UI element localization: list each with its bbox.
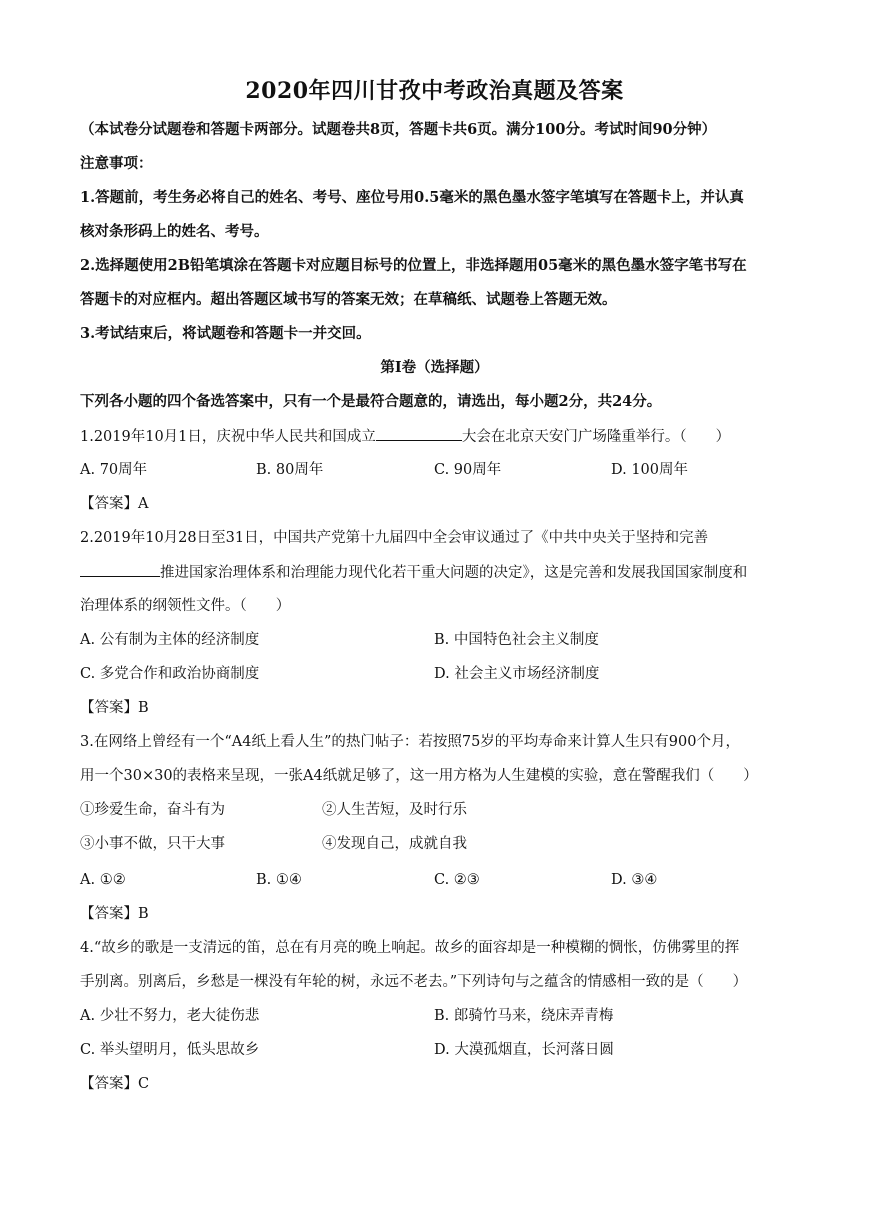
option-a: A. 70周年 bbox=[80, 462, 148, 478]
answer-blank bbox=[376, 426, 462, 441]
option-b: B. 郎骑竹马来，绕床弄青梅 bbox=[434, 1008, 614, 1024]
question-3-stem-line2: 用一个30×30的表格来呈现，一张A4纸就足够了，这一用方格为人生建模的实验，意在警醒我们（ ） bbox=[80, 768, 758, 784]
option-c: C. 举头望明月，低头思故乡 bbox=[80, 1042, 260, 1058]
notice-line: 3.考试结束后，将试题卷和答题卡一并交回。 bbox=[80, 325, 371, 342]
question-2-stem-line2 bbox=[80, 562, 800, 583]
answer-key: 【答案】B bbox=[80, 906, 149, 922]
option-a: A. ①② bbox=[80, 872, 126, 888]
question-2-stem-line3: 治理体系的纲领性文件。（ ） bbox=[80, 598, 291, 614]
section-title: 第Ⅰ卷（选择题） bbox=[380, 359, 489, 376]
question-4-stem-line2: 手别离。别离后，乡愁是一棵没有年轮的树，永远不老去。”下列诗句与之蕴含的情感相一致的是（ ） bbox=[80, 974, 748, 990]
answer-key: 【答案】B bbox=[80, 700, 149, 716]
option-d: D. 大漠孤烟直，长河落日圆 bbox=[434, 1042, 614, 1058]
notice-line: 核对条形码上的姓名、考号。 bbox=[80, 223, 269, 240]
notice-line: 1.答题前，考生务必将自己的姓名、考号、座位号用0.5毫米的黑色墨水签字笔填写在答题卡上，并认真 bbox=[80, 189, 744, 206]
notice-line: 2.选择题使用2B铅笔填涂在答题卡对应题目标号的位置上，非选择题用05毫米的黑色墨水签字笔书写在 bbox=[80, 257, 747, 274]
section-instruction: 下列各小题的四个备选答案中，只有一个是最符合题意的，请选出，每小题2分，共24分。 bbox=[80, 393, 662, 410]
option-d: D. 社会主义市场经济制度 bbox=[434, 666, 600, 682]
option-b: B. 80周年 bbox=[256, 462, 324, 478]
question-4-stem: 4.“故乡的歌是一支清远的笛，总在有月亮的晚上响起。故乡的面容却是一种模糊的惆怅，仿佛雾里的挥 bbox=[80, 940, 740, 956]
question-1-stem bbox=[80, 426, 800, 447]
question-stem-text: 大会在北京天安门广场隆重举行。（ ） bbox=[461, 429, 731, 445]
question-3-stem: 3.在网络上曾经有一个“A4纸上看人生”的热门帖子：若按照75岁的平均寿命来计算人生只有900个月， bbox=[80, 734, 740, 750]
notice-heading: 注意事项： bbox=[80, 155, 153, 172]
option-a: A. 公有制为主体的经济制度 bbox=[80, 632, 260, 648]
exam-intro: （本试卷分试题卷和答题卡两部分。试题卷共8页，答题卡共6页。满分100分。考试时间90分钟） bbox=[80, 121, 717, 138]
option-c: C. ②③ bbox=[434, 872, 480, 888]
document-title: 2020年四川甘孜中考政治真题及答案 bbox=[245, 78, 624, 104]
option-b: B. ①④ bbox=[256, 872, 302, 888]
option-c: C. 90周年 bbox=[434, 462, 502, 478]
statement-item: ③小事不做，只干大事 bbox=[80, 836, 225, 852]
question-stem-text: 推进国家治理体系和治理能力现代化若干重大问题的决定》，这是完善和发展我国国家制度和 bbox=[160, 565, 748, 581]
statement-item: ②人生苦短，及时行乐 bbox=[322, 802, 467, 818]
statement-item: ①珍爱生命，奋斗有为 bbox=[80, 802, 225, 818]
notice-line: 答题卡的对应框内。超出答题区域书写的答案无效；在草稿纸、试题卷上答题无效。 bbox=[80, 291, 617, 308]
option-d: D. 100周年 bbox=[611, 462, 689, 478]
answer-key: 【答案】A bbox=[80, 496, 149, 512]
option-c: C. 多党合作和政治协商制度 bbox=[80, 666, 260, 682]
statement-item: ④发现自己，成就自我 bbox=[322, 836, 467, 852]
answer-key: 【答案】C bbox=[80, 1076, 150, 1092]
option-b: B. 中国特色社会主义制度 bbox=[434, 632, 599, 648]
option-a: A. 少壮不努力，老大徒伤悲 bbox=[80, 1008, 260, 1024]
question-stem-text: 1.2019年10月1日，庆祝中华人民共和国成立 bbox=[80, 429, 376, 445]
question-2-stem: 2.2019年10月28日至31日，中国共产党第十九届四中全会审议通过了《中共中央关于坚持和完善 bbox=[80, 530, 709, 546]
answer-blank bbox=[80, 562, 160, 577]
option-d: D. ③④ bbox=[611, 872, 658, 888]
